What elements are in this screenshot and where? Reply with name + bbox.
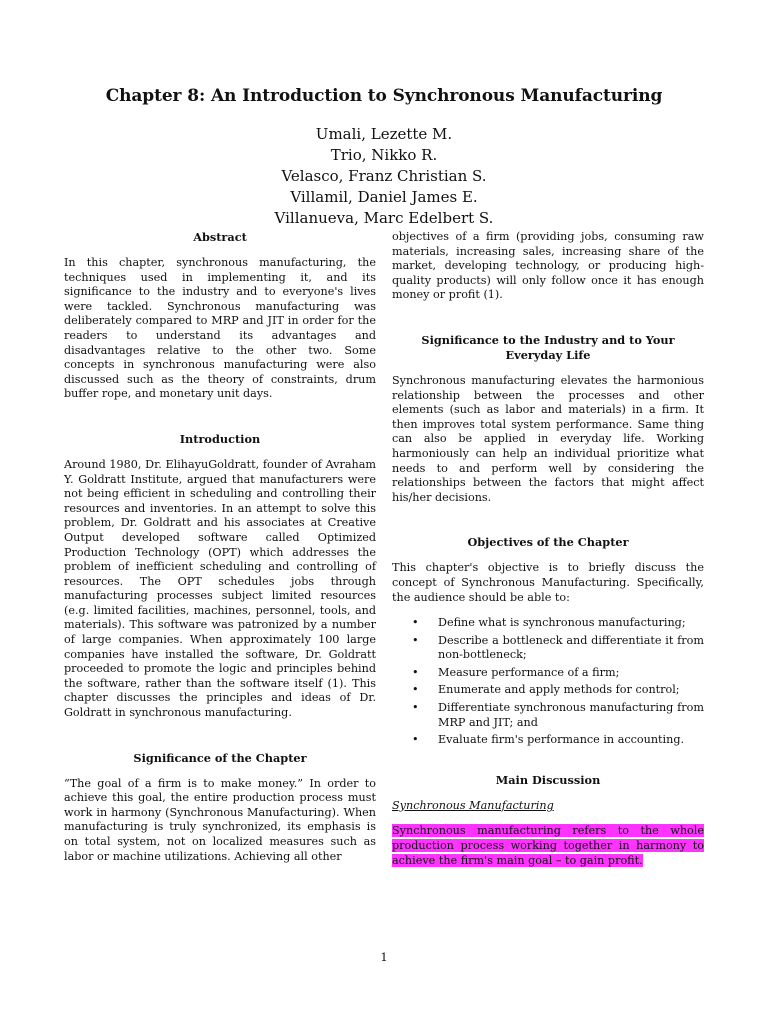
right-column — [392, 230, 704, 868]
sync-definition-highlight — [392, 824, 704, 868]
significance-chapter-text: “The goal of a firm is to make money.” In order to achieve this goal, the entire production process must work in harmony (Synchronous Manufacturing). When manufacturing is truly synchronized, its emphasis is on total system, not on localized measures such as labor or machine utilizations. Achieving all other — [64, 776, 376, 863]
objectives-heading: Objectives of the Chapter — [467, 535, 629, 550]
sync-manufacturing-subheading: Synchronous Manufacturing — [392, 798, 554, 812]
significance-industry-heading: Significance to the Industry and to Your Everyday Life — [421, 332, 675, 362]
objectives-list — [412, 616, 704, 748]
continued-text: objectives of a firm (providing jobs, consuming raw materials, increasing sales, increasing share of the market, developing technology, or producing high-quality products) will only follow once it has enough money or profit (1). — [392, 230, 704, 302]
author-name: Villanueva, Marc Edelbert S. — [274, 209, 494, 227]
author-name: Velasco, Franz Christian S. — [281, 167, 487, 185]
author-name: Umali, Lezette M. — [315, 125, 453, 143]
author-name: Trio, Nikko R. — [330, 146, 438, 164]
page-title: Chapter 8: An Introduction to Synchronous Manufacturing — [105, 86, 663, 106]
introduction-heading: Introduction — [179, 431, 261, 446]
abstract-text: In this chapter, synchronous manufacturing, the techniques used in implementing it, and its significance to the industry and to everyone's lives were tackled. Synchronous manufacturing was deliberately compared to MRP and JIT in order for the readers to understand its advantages and disadvantages relative to the other two. Some concepts in synchronous manufacturing were also discussed such as the theory of constraints, drum buffer rope, and monetary unit days. — [64, 256, 376, 401]
list-item: • Describe a bottleneck and differentiate it from non-bottleneck; — [412, 633, 704, 662]
objectives-intro: This chapter's objective is to briefly discuss the concept of Synchronous Manufacturing. Specifically, the audience should be able to: — [392, 561, 704, 604]
significance-chapter-heading: Significance of the Chapter — [133, 750, 307, 765]
left-column — [64, 230, 376, 864]
bullet-icon: • — [412, 683, 419, 697]
author-list — [0, 124, 768, 229]
bullet-icon: • — [412, 616, 419, 630]
page-number: 1 — [380, 950, 388, 964]
main-discussion-heading: Main Discussion — [495, 772, 601, 787]
bullet-icon: • — [412, 633, 419, 647]
list-item: • Differentiate synchronous manufacturing from MRP and JIT; and — [412, 701, 704, 729]
significance-industry-text: Synchronous manufacturing elevates the harmonious relationship between the processes and other elements (such as labor and materials) in a firm. It then improves total system performance. Same thing can also be applied in everyday life. Working harmoniously can help an individual prioritize what needs to and perform well by considering the relationships between the factors that might affect his/her decisions. — [392, 373, 704, 504]
list-item: • Define what is synchronous manufacturing; — [412, 616, 686, 630]
bullet-icon: • — [412, 701, 419, 715]
abstract-heading: Abstract — [193, 230, 247, 244]
author-name: Villamil, Daniel James E. — [290, 188, 478, 206]
highlighted-text: Synchronous manufacturing refers to the whole production process working together in harmony to achieve the firm's main goal – to gain profit. — [392, 824, 704, 867]
bullet-icon: • — [412, 733, 419, 747]
list-item: • Evaluate firm's performance in accounting. — [412, 733, 685, 747]
bullet-icon: • — [412, 665, 419, 679]
introduction-text: Around 1980, Dr. ElihayuGoldratt, founder of Avraham Y. Goldratt Institute, argued that manufacturers were not being efficient in scheduling and controlling their resources and inventories. In an attempt to solve this problem, Dr. Goldratt and his associates at Creative Output developed software called Optimized Production Technology (OPT) which addresses the problem of inefficient scheduling and controlling of resources. The OPT schedules jobs through manufacturing processes subject limited resources (e.g. limited facilities, machines, personnel, tools, and materials). This software was patronized by a number of large companies. When approximately 100 large companies have installed the software, Dr. Goldratt proceeded to promote the logic and principles behind the software, rather than the software itself (1). This chapter discusses the principles and ideas of Dr. Goldratt in synchronous manufacturing. — [64, 457, 376, 720]
list-item: • Measure performance of a firm; — [412, 665, 620, 679]
list-item: • Enumerate and apply methods for control; — [412, 683, 680, 697]
